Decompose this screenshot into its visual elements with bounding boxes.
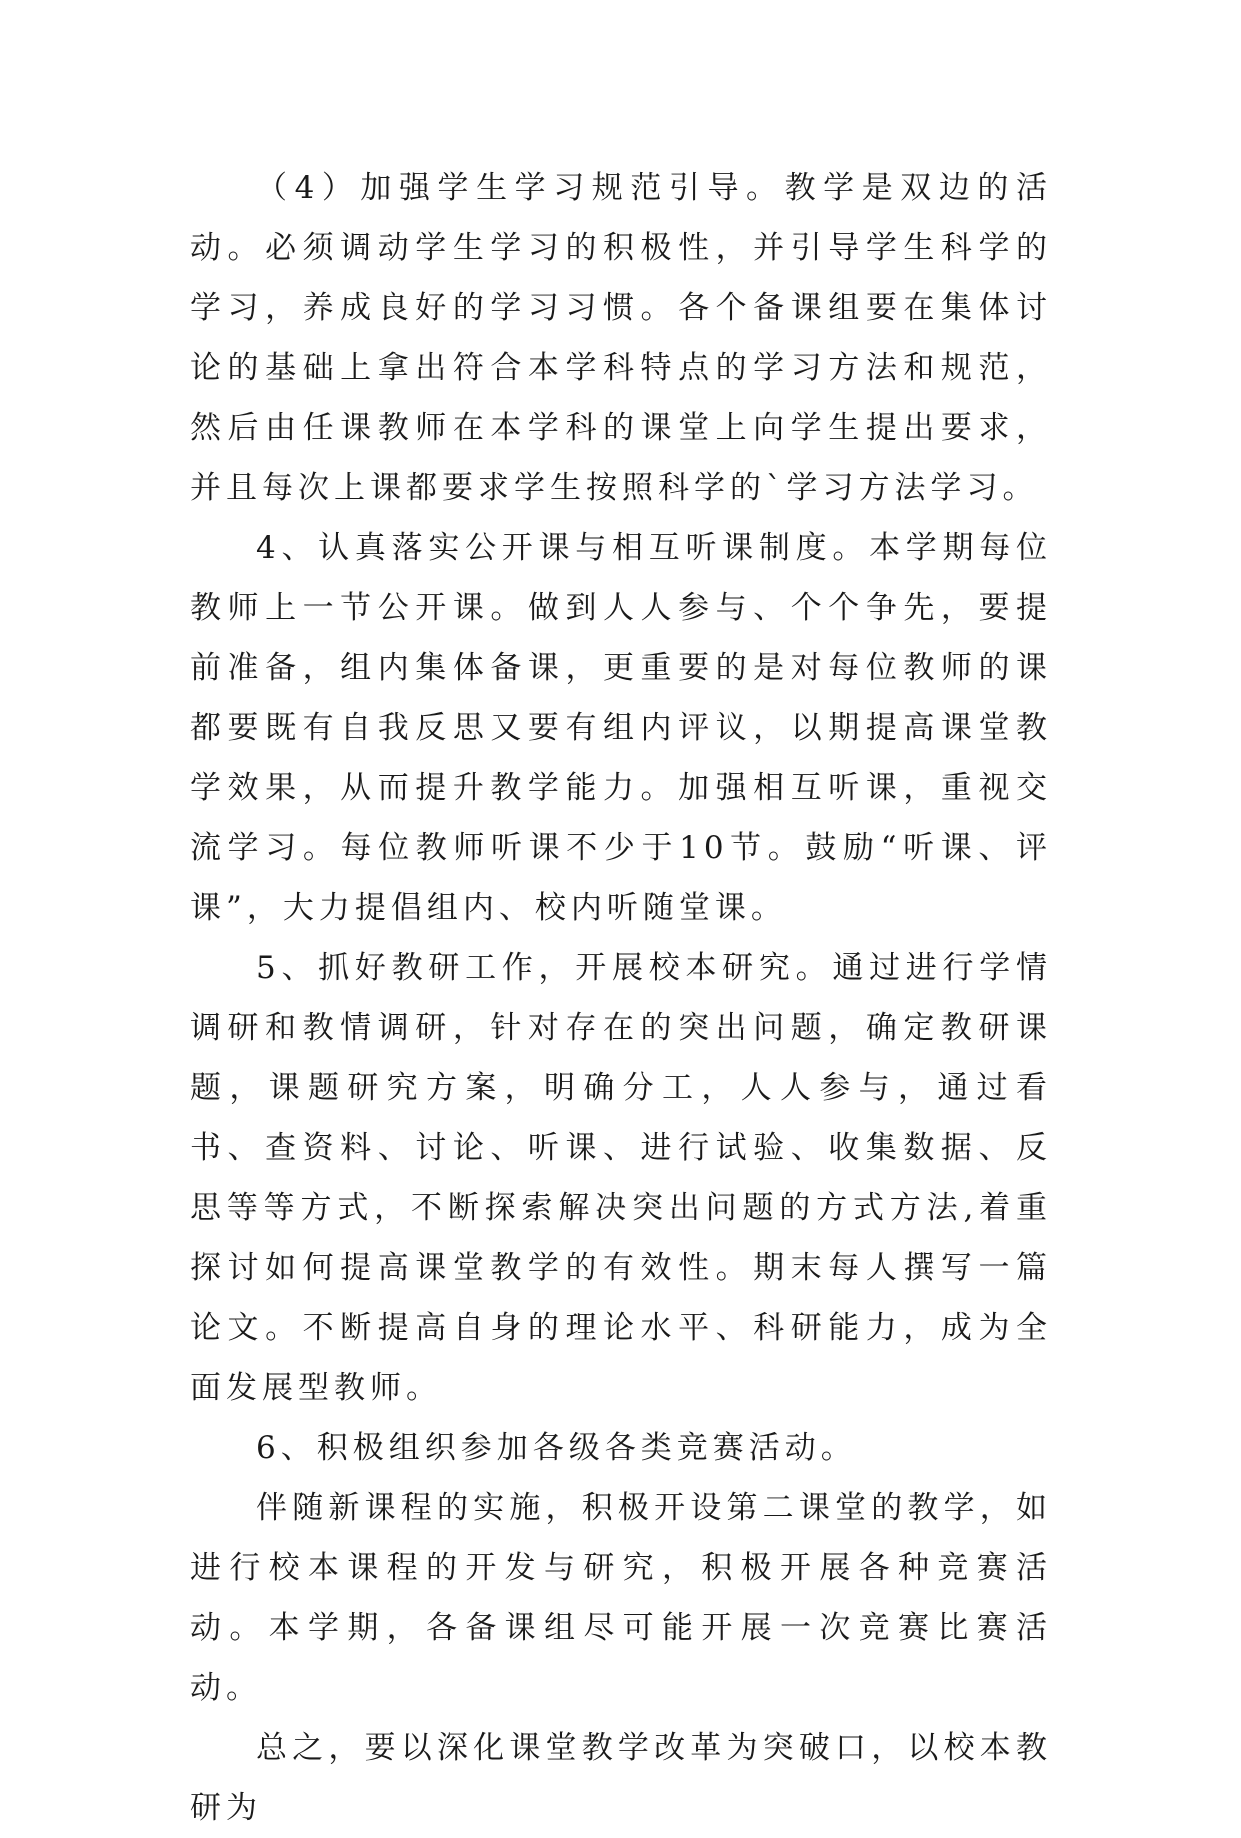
paragraph-summary: 总之，要以深化课堂教学改革为突破口，以校本教研为 — [190, 1730, 1052, 1826]
paragraph-second-classroom: 伴随新课程的实施，积极开设第二课堂的教学，如进行校本课程的开发与研究，积极开展各种竞赛活动。本学期，各备课组尽可能开展一次竞赛比赛活动。 — [190, 1490, 1052, 1706]
paragraph-study-guidance: （4）加强学生学习规范引导。教学是双边的活动。必须调动学生学习的积极性，并引导学生科学的学习，养成良好的学习习惯。各个备课组要在集体讨论的基础上拿出符合本学科特点的学习方法和规范，然后由任课教师在本学科的课堂上向学生提出要求，并且每次上课都要求学生按照科学的`学习方法学习。 — [190, 170, 1052, 506]
paragraph-competitions: 6、积极组织参加各级各类竞赛活动。 — [256, 1430, 857, 1466]
paragraph-teaching-research: 5、抓好教研工作，开展校本研究。通过进行学情调研和教情调研，针对存在的突出问题，确定教研课题，课题研究方案，明确分工，人人参与，通过看书、查资料、讨论、听课、进行试验、收集数据、反思等等方式，不断探索解决突出问题的方式方法,着重探讨如何提高课堂教学的有效性。期末每人撰写一篇论文。不断提高自身的理论水平、科研能力，成为全面发展型教师。 — [190, 950, 1052, 1406]
paragraph-open-class: 4、认真落实公开课与相互听课制度。本学期每位教师上一节公开课。做到人人参与、个个争先，要提前准备，组内集体备课，更重要的是对每位教师的课都要既有自我反思又要有组内评议，以期提高课堂教学效果，从而提升教学能力。加强相互听课，重视交流学习。每位教师听课不少于10节。鼓励“听课、评课”，大力提倡组内、校内听随堂课。 — [190, 530, 1052, 926]
document-body — [190, 158, 1052, 1838]
